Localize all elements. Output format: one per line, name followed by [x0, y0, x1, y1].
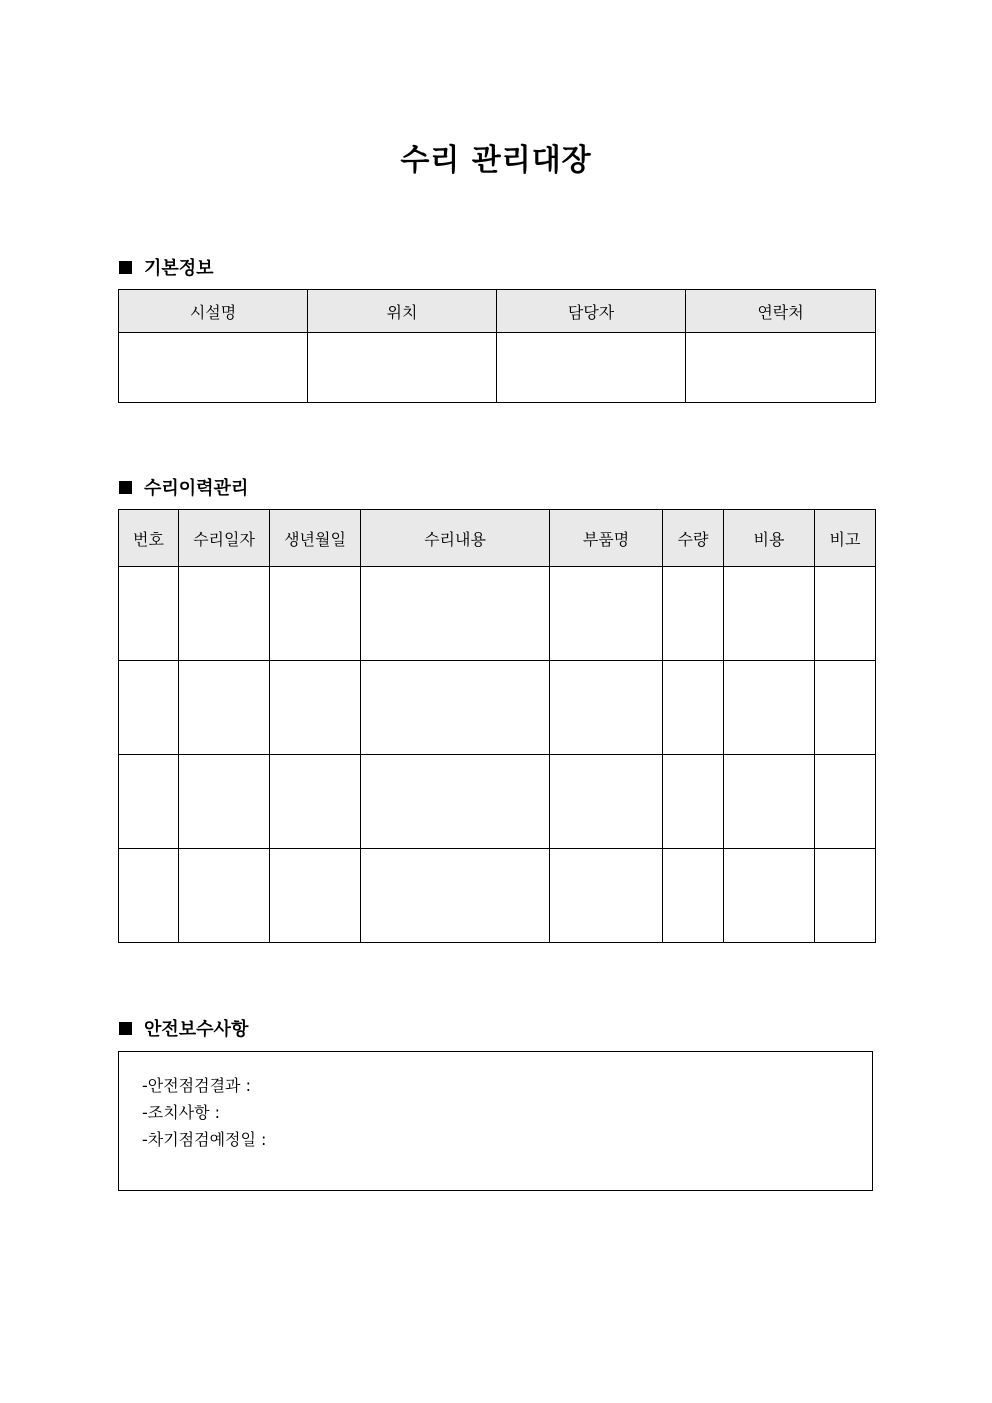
part-name-cell[interactable] [550, 755, 663, 849]
page-title: 수리 관리대장 [400, 143, 592, 178]
header-contact: 연락처 [686, 290, 876, 333]
quantity-cell[interactable] [663, 849, 724, 943]
cost-cell[interactable] [724, 567, 815, 661]
number-cell[interactable] [119, 567, 179, 661]
cost-cell[interactable] [724, 849, 815, 943]
header-location: 위치 [308, 290, 497, 333]
repair-date-cell[interactable] [179, 849, 270, 943]
repair-date-cell[interactable] [179, 567, 270, 661]
birth-date-cell[interactable] [270, 755, 361, 849]
header-facility-name: 시설명 [119, 290, 308, 333]
basic-info-header-row [119, 290, 876, 333]
basic-info-heading-label: 기본정보 [144, 258, 214, 279]
part-name-cell[interactable] [550, 849, 663, 943]
table-row [119, 567, 876, 661]
cost-cell[interactable] [724, 661, 815, 755]
repair-history-heading [119, 474, 248, 500]
header-part-name: 부품명 [550, 510, 663, 567]
header-remarks: 비고 [815, 510, 876, 567]
remarks-cell[interactable] [815, 661, 876, 755]
next-inspection-line: -차기점검예정일 : [142, 1130, 267, 1149]
action-taken-line: -조치사항 : [142, 1103, 221, 1122]
header-number: 번호 [119, 510, 179, 567]
quantity-cell[interactable] [663, 755, 724, 849]
square-bullet-icon [119, 1022, 132, 1035]
safety-heading [119, 1015, 248, 1041]
repair-details-cell[interactable] [361, 755, 550, 849]
table-row [119, 661, 876, 755]
repair-history-header-row [119, 510, 876, 567]
header-manager: 담당자 [497, 290, 686, 333]
quantity-cell[interactable] [663, 567, 724, 661]
location-cell[interactable] [308, 333, 497, 403]
repair-details-cell[interactable] [361, 661, 550, 755]
manager-cell[interactable] [497, 333, 686, 403]
table-row [119, 755, 876, 849]
cost-cell[interactable] [724, 755, 815, 849]
remarks-cell[interactable] [815, 849, 876, 943]
header-quantity: 수량 [663, 510, 724, 567]
repair-date-cell[interactable] [179, 755, 270, 849]
number-cell[interactable] [119, 849, 179, 943]
basic-info-heading [119, 254, 214, 280]
repair-details-cell[interactable] [361, 849, 550, 943]
quantity-cell[interactable] [663, 661, 724, 755]
table-row [119, 849, 876, 943]
header-cost: 비용 [724, 510, 815, 567]
repair-history-heading-label: 수리이력관리 [144, 478, 249, 499]
safety-heading-label: 안전보수사항 [144, 1019, 249, 1040]
square-bullet-icon [119, 261, 132, 274]
header-birth-date: 생년월일 [270, 510, 361, 567]
remarks-cell[interactable] [815, 567, 876, 661]
part-name-cell[interactable] [550, 567, 663, 661]
repair-date-cell[interactable] [179, 661, 270, 755]
part-name-cell[interactable] [550, 661, 663, 755]
inspection-result-line: -안전점검결과 : [142, 1076, 251, 1095]
birth-date-cell[interactable] [270, 849, 361, 943]
repair-details-cell[interactable] [361, 567, 550, 661]
remarks-cell[interactable] [815, 755, 876, 849]
number-cell[interactable] [119, 755, 179, 849]
header-repair-details: 수리내용 [361, 510, 550, 567]
basic-info-row [119, 333, 876, 403]
birth-date-cell[interactable] [270, 567, 361, 661]
contact-cell[interactable] [686, 333, 876, 403]
number-cell[interactable] [119, 661, 179, 755]
repair-history-table [118, 509, 876, 943]
header-repair-date: 수리일자 [179, 510, 270, 567]
square-bullet-icon [119, 481, 132, 494]
facility-name-cell[interactable] [119, 333, 308, 403]
basic-info-table [118, 289, 876, 403]
birth-date-cell[interactable] [270, 661, 361, 755]
safety-notes-box[interactable] [118, 1051, 873, 1191]
